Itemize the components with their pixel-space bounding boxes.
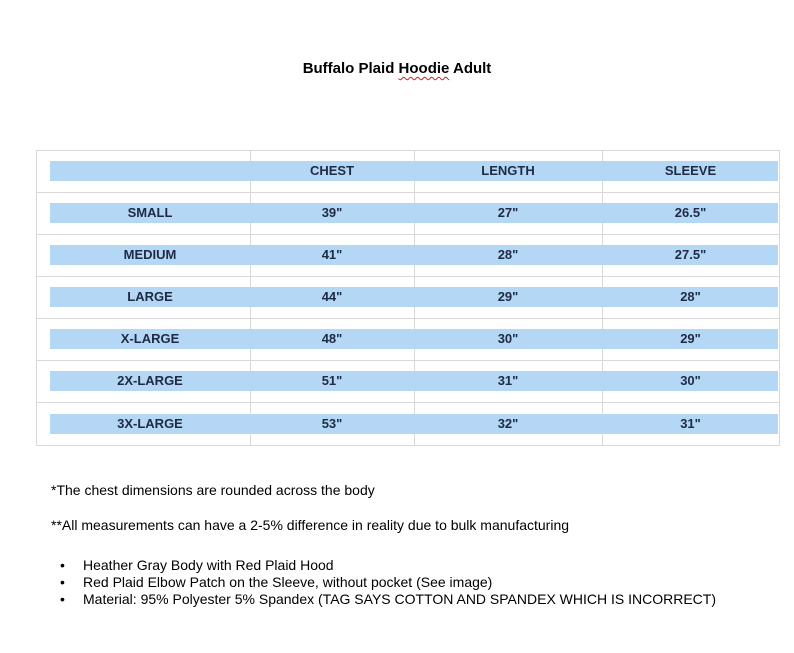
chest-value: 41" xyxy=(321,247,343,262)
grid-line xyxy=(36,150,780,151)
sleeve-value: 30" xyxy=(680,373,701,388)
title-text-start: Buffalo Plaid xyxy=(302,60,399,77)
grid-line xyxy=(36,234,780,235)
header-length: LENGTH xyxy=(481,163,535,178)
bullet-icon: • xyxy=(60,557,65,573)
grid-line xyxy=(36,192,780,193)
size-label: LARGE xyxy=(127,289,173,304)
grid-line xyxy=(36,445,780,446)
list-item xyxy=(51,574,751,591)
bullet-icon: • xyxy=(60,574,65,590)
note-measurement-tolerance: **All measurements can have a 2-5% difference in reality due to bulk manufacturing xyxy=(51,517,570,533)
size-label: SMALL xyxy=(127,205,173,220)
header-chest: CHEST xyxy=(309,163,355,178)
chest-value: 48" xyxy=(321,331,343,346)
chest-value: 44" xyxy=(321,289,343,304)
length-value: 31" xyxy=(497,373,519,388)
length-value: 27" xyxy=(497,205,519,220)
header-sleeve: SLEEVE xyxy=(664,163,717,178)
chest-value: 53" xyxy=(321,416,343,431)
size-label: MEDIUM xyxy=(123,247,177,262)
chest-value: 51" xyxy=(321,373,343,388)
title-text-flagged: Hoodie xyxy=(398,60,450,77)
list-item-text: Material: 95% Polyester 5% Spandex (TAG SAYS COTTON AND SPANDEX WHICH IS INCORRECT) xyxy=(83,591,717,607)
length-value: 28" xyxy=(497,247,519,262)
sleeve-value: 27.5" xyxy=(674,247,707,262)
length-value: 30" xyxy=(497,331,519,346)
sleeve-value: 28" xyxy=(680,289,701,304)
note-chest-rounding: *The chest dimensions are rounded across the body xyxy=(51,482,375,498)
length-value: 32" xyxy=(497,416,519,431)
list-item xyxy=(51,557,751,574)
grid-line xyxy=(36,276,780,277)
product-details-list xyxy=(51,557,751,608)
sleeve-value: 31" xyxy=(680,416,701,431)
list-item xyxy=(51,591,751,608)
grid-line xyxy=(36,402,780,403)
size-label: 2X-LARGE xyxy=(117,373,183,388)
title-text-end: Adult xyxy=(449,60,492,77)
grid-line xyxy=(36,360,780,361)
chest-value: 39" xyxy=(321,205,343,220)
sleeve-value: 29" xyxy=(680,331,701,346)
list-item-text: Red Plaid Elbow Patch on the Sleeve, without pocket (See image) xyxy=(83,574,493,590)
length-value: 29" xyxy=(497,289,519,304)
page-title xyxy=(0,60,794,77)
bullet-icon: • xyxy=(60,591,65,607)
sleeve-value: 26.5" xyxy=(674,205,707,220)
size-chart-table xyxy=(36,150,780,446)
list-item-text: Heather Gray Body with Red Plaid Hood xyxy=(83,557,334,573)
size-label: 3X-LARGE xyxy=(117,416,183,431)
size-label: X-LARGE xyxy=(120,331,180,346)
grid-line xyxy=(36,318,780,319)
